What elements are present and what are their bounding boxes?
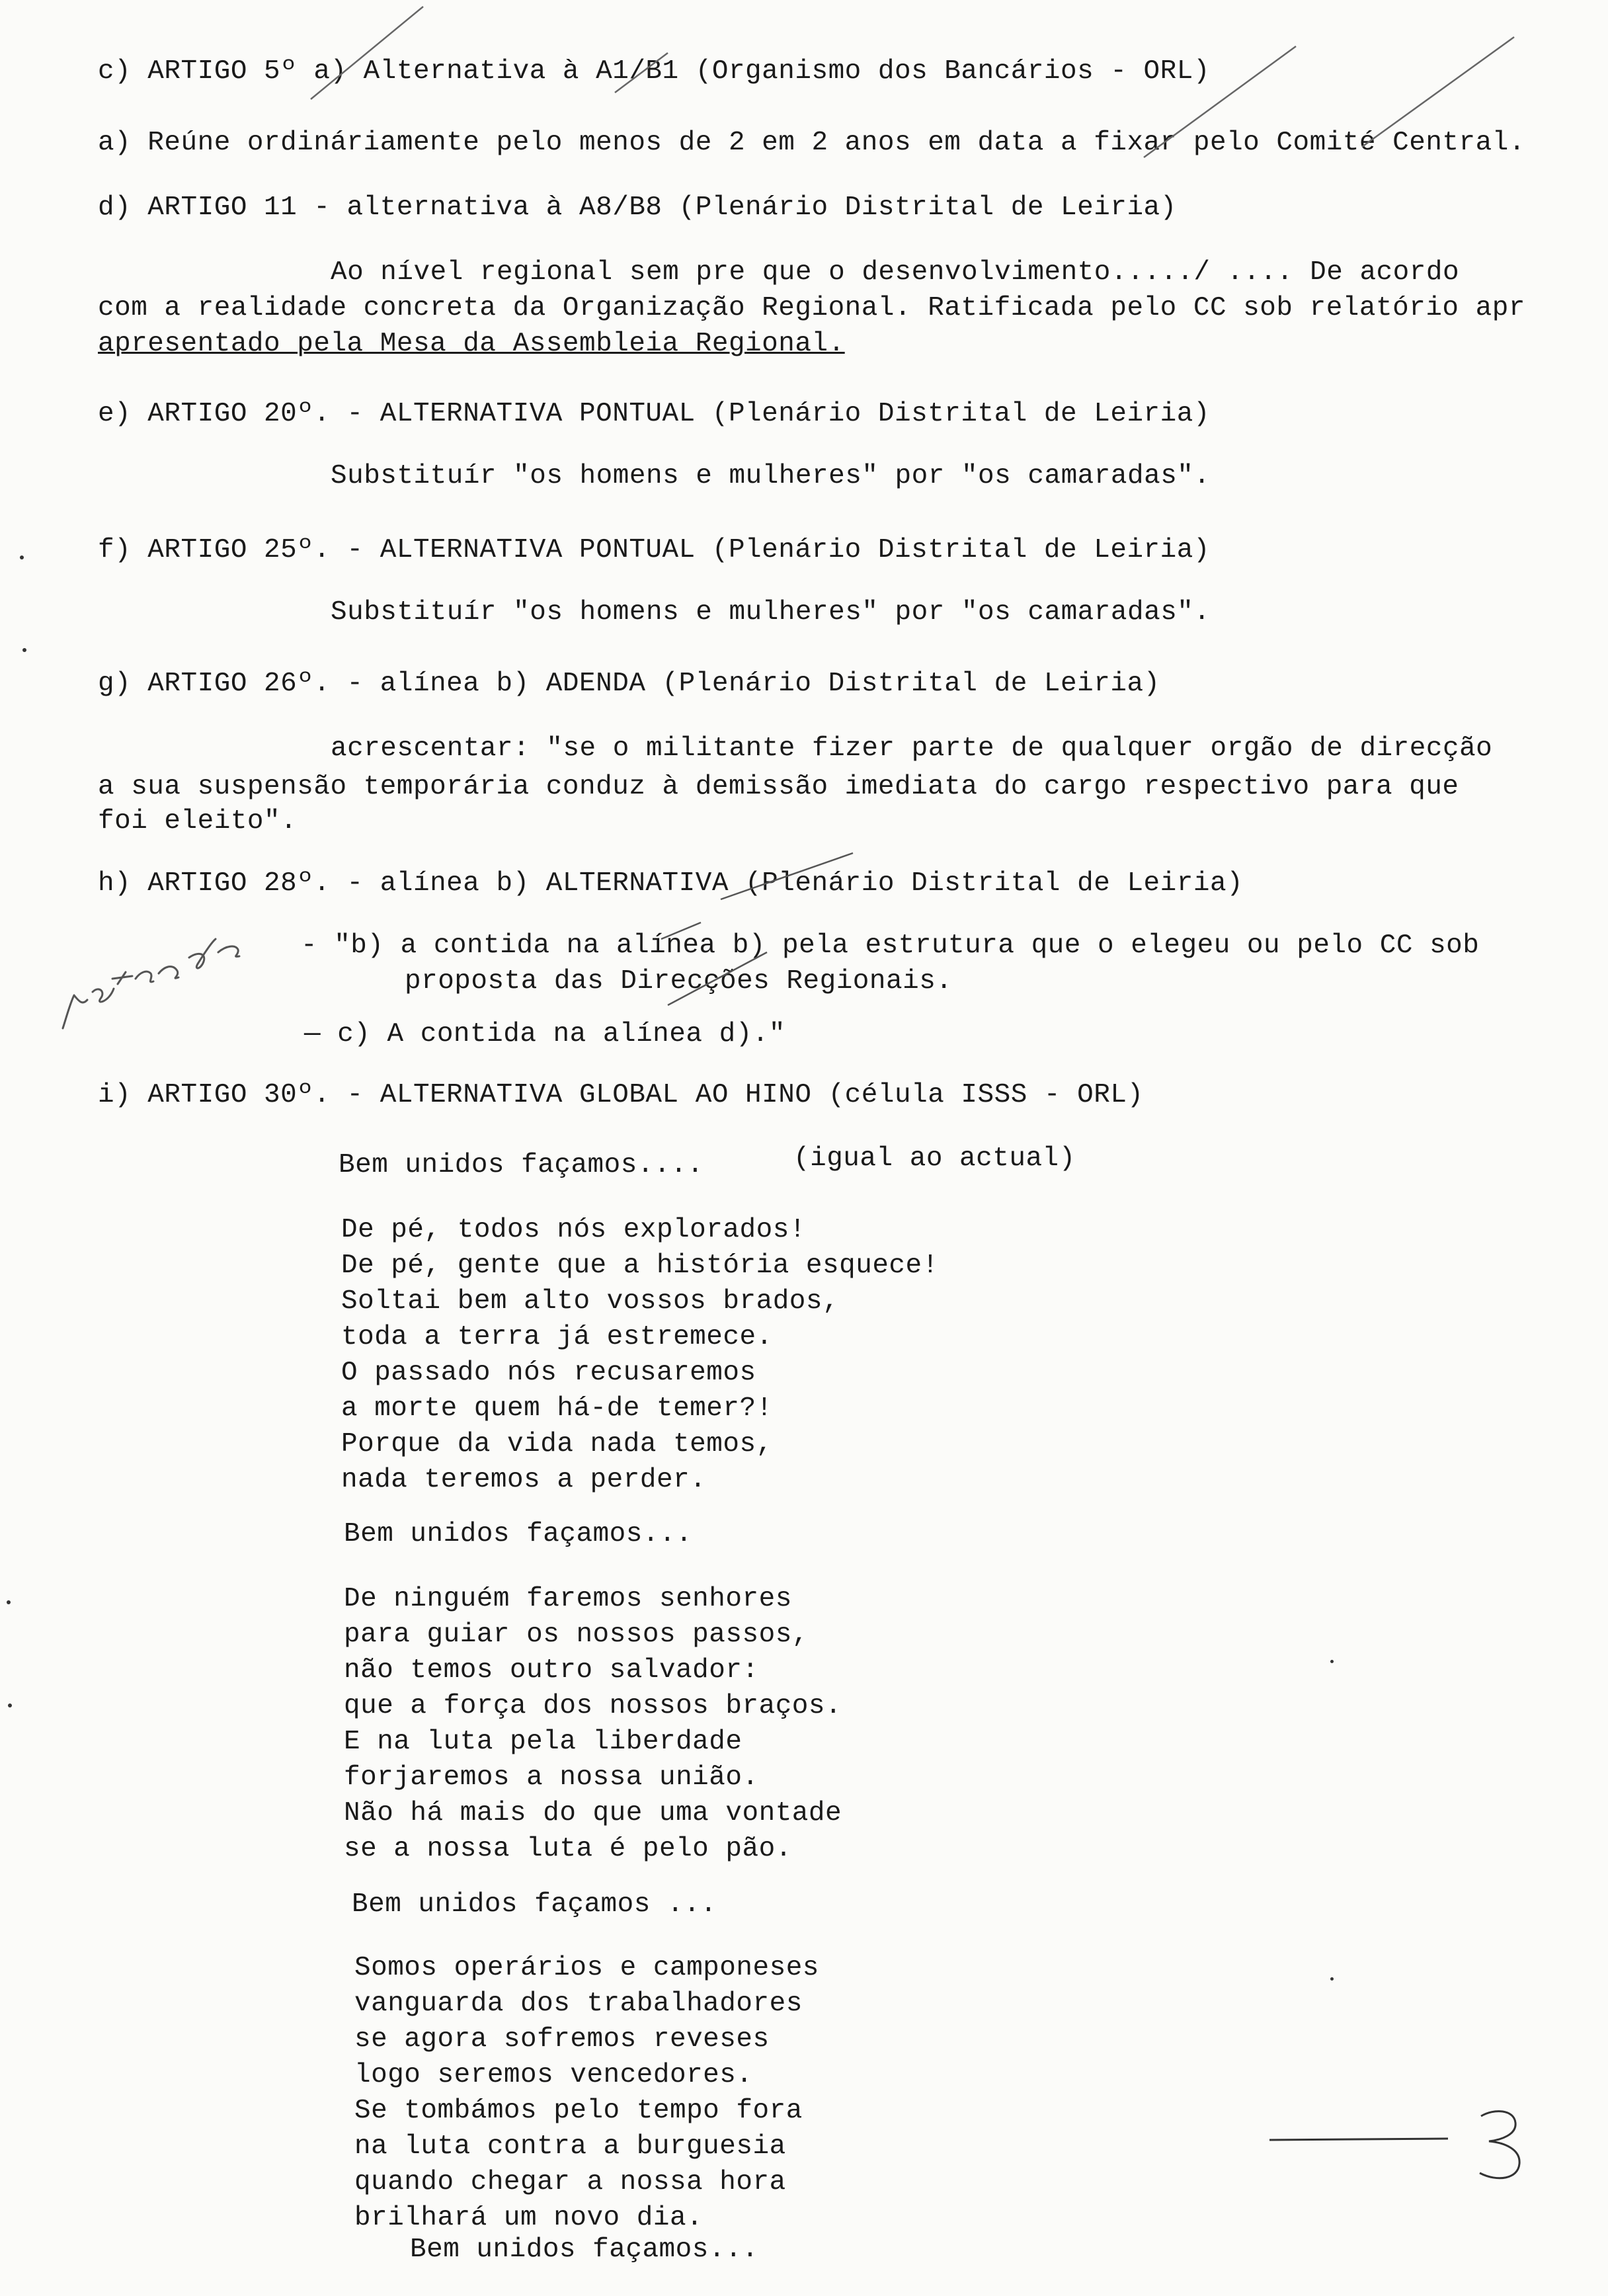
scan-speck	[20, 555, 24, 559]
hymn-refrain-1: Bem unidos façamos...	[344, 1519, 693, 1549]
section-h-heading: h) ARTIGO 28º. - alínea b) ALTERNATIVA (Plenário Distrital de Leiria)	[98, 868, 1244, 899]
section-d-heading: d) ARTIGO 11 - alternativa à A8/B8 (Plenário Distrital de Leiria)	[98, 192, 1177, 223]
section-d-body-line-3: apresentado pela Mesa da Assembleia Regional.	[98, 329, 845, 359]
section-g-body-line-3: foi eleito".	[98, 806, 298, 837]
scan-speck	[1330, 1660, 1334, 1663]
scan-speck	[22, 648, 26, 652]
hymn-stanza-1-line-1: De pé, todos nós explorados!	[341, 1215, 806, 1245]
hymn-stanza-1-line-8: nada teremos a perder.	[341, 1465, 707, 1495]
section-g-heading: g) ARTIGO 26º. - alínea b) ADENDA (Plenário Distrital de Leiria)	[98, 669, 1160, 699]
section-c-a-text: a) Reúne ordináriamente pelo menos de 2 em 2 anos em data a fixar pelo Comité Central.	[98, 128, 1525, 158]
scan-speck	[8, 1703, 12, 1707]
hymn-stanza-3-line-1: Somos operários e camponeses	[354, 1953, 819, 1983]
hymn-stanza-2-line-1: De ninguém faremos senhores	[344, 1584, 792, 1614]
hymn-stanza-1-line-4: toda a terra já estremece.	[341, 1322, 773, 1352]
hymn-intro: Bem unidos façamos....	[339, 1150, 704, 1180]
section-e-heading: e) ARTIGO 20º. - ALTERNATIVA PONTUAL (Plenário Distrital de Leiria)	[98, 399, 1210, 429]
scan-speck	[1330, 1977, 1334, 1981]
hymn-stanza-3-line-2: vanguarda dos trabalhadores	[354, 1988, 803, 2019]
hymn-refrain-3: Bem unidos façamos...	[410, 2234, 759, 2265]
section-f-body: Substituír "os homens e mulheres" por "os camaradas".	[331, 597, 1211, 628]
hymn-stanza-1-line-6: a morte quem há-de temer?!	[341, 1393, 773, 1424]
section-h-body-line-1: - "b) a contida na alínea b) pela estrutura que o elegeu ou pelo CC sob	[301, 930, 1480, 961]
hymn-stanza-2-line-8: se a nossa luta é pelo pão.	[344, 1834, 792, 1864]
hymn-stanza-2-line-7: Não há mais do que uma vontade	[344, 1798, 842, 1828]
hymn-stanza-1-line-7: Porque da vida nada temos,	[341, 1429, 773, 1459]
hymn-stanza-1-line-2: De pé, gente que a história esquece!	[341, 1250, 939, 1281]
section-e-body: Substituír "os homens e mulheres" por "os camaradas".	[331, 461, 1211, 491]
hymn-stanza-2-line-5: E na luta pela liberdade	[344, 1727, 743, 1757]
hymn-intro-note: (igual ao actual)	[793, 1143, 1076, 1174]
section-h-body-line-3: — c) A contida na alínea d)."	[304, 1019, 786, 1049]
hymn-stanza-1-line-3: Soltai bem alto vossos brados,	[341, 1286, 840, 1317]
section-c-heading: c) ARTIGO 5º a) Alternativa à A1/B1 (Organismo dos Bancários - ORL)	[98, 56, 1210, 87]
section-d-body-line-1: Ao nível regional sem pre que o desenvolvimento...../ .... De acordo	[331, 257, 1460, 288]
hymn-stanza-2-line-4: que a força dos nossos braços.	[344, 1691, 842, 1721]
hymn-refrain-2: Bem unidos façamos ...	[352, 1889, 717, 1920]
hymn-stanza-3-line-5: Se tombámos pelo tempo fora	[354, 2096, 803, 2126]
section-d-body-line-2: com a realidade concreta da Organização Regional. Ratificada pelo CC sob relatório apr	[98, 293, 1525, 323]
hymn-stanza-3-line-3: se agora sofremos reveses	[354, 2024, 770, 2055]
hymn-stanza-3-line-4: logo seremos vencedores.	[354, 2060, 753, 2090]
hymn-stanza-3-line-6: na luta contra a burguesia	[354, 2131, 786, 2162]
section-g-body-line-1: acrescentar: "se o militante fizer parte de qualquer orgão de direcção	[331, 733, 1493, 764]
hymn-stanza-2-line-3: não temos outro salvador:	[344, 1655, 759, 1686]
scan-speck	[7, 1600, 11, 1604]
hymn-stanza-3-line-7: quando chegar a nossa hora	[354, 2167, 786, 2197]
section-f-heading: f) ARTIGO 25º. - ALTERNATIVA PONTUAL (Plenário Distrital de Leiria)	[98, 535, 1210, 565]
hymn-stanza-2-line-2: para guiar os nossos passos,	[344, 1620, 809, 1650]
hymn-stanza-2-line-6: forjaremos a nossa união.	[344, 1762, 759, 1793]
hymn-stanza-3-line-8: brilhará um novo dia.	[354, 2203, 704, 2233]
section-h-body-line-2: proposta das Direcções Regionais.	[405, 966, 953, 997]
hymn-stanza-1-line-5: O passado nós recusaremos	[341, 1358, 756, 1388]
section-i-heading: i) ARTIGO 30º. - ALTERNATIVA GLOBAL AO HINO (célula ISSS - ORL)	[98, 1080, 1144, 1110]
section-g-body-line-2: a sua suspensão temporária conduz à demissão imediata do cargo respectivo para que	[98, 772, 1459, 802]
